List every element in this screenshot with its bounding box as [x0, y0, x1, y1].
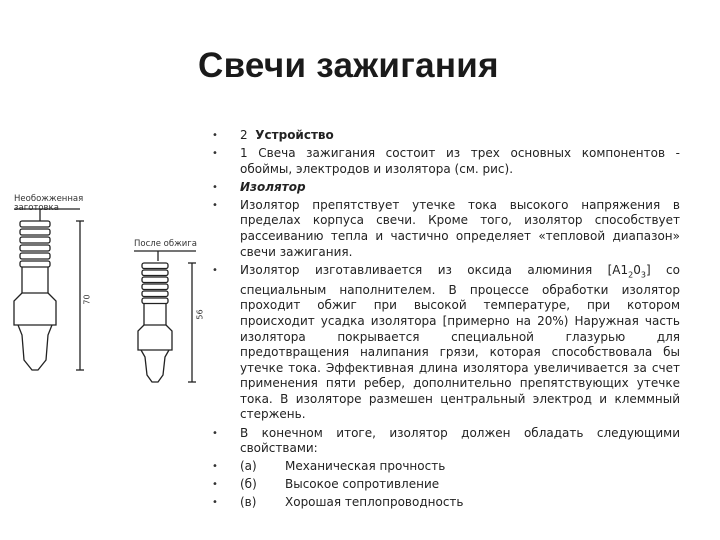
list-item: • Изолятор препятствует утечке тока высокого напряжения в пределах корпуса свечи. Кроме того, изолятор способствует рассеиванию тепла и частично определяет «тепловой диапазон» свечи зажигания. [212, 198, 680, 260]
list-item [212, 180, 680, 196]
list-item: • В конечном итоге, изолятор должен обладать следующими свойствами: [212, 426, 680, 457]
insulator-figure [0, 185, 230, 400]
list-item: • (в) Хорошая теплопроводность [212, 495, 680, 511]
section-heading: Устройство [255, 128, 334, 142]
list-item: • (б) Высокое сопротивление [212, 477, 680, 493]
list-item: • 2 Устройство [212, 128, 680, 144]
list-item: • 1 Свеча зажигания состоит из трех основных компонентов - обоймы, электродов и изолятора (см. рис). [212, 146, 680, 177]
dimension-70: 70 [82, 294, 92, 305]
list-item: • Изолятор изготавливается из оксида алюминия $[A1_20_3]$ со специальным наполнителем. В процессе обработки изолятор проходит обжиг при высокой температуре, при котором происходит усадка изолятора [примерно на 20%) Наружная часть изолятора покрывается специальной глазурью для предотвращения налипания грязи, которая способствовала бы утечке тока. Эффективная длина изолятора увеличивается за счет применения пяти ребер, дополнительно препятствующих утечке тока. В изоляторе размешен центральный электрод и клеммный стержень. [212, 263, 680, 423]
label-after-firing: После обжига [134, 239, 197, 249]
list-item: • (а) Механическая прочность [212, 459, 680, 475]
subsection-heading: Изолятор [240, 179, 306, 194]
page-title: Свечи зажигания [198, 46, 499, 85]
dimension-56: 56 [195, 309, 205, 320]
insulator-drawing [0, 185, 230, 400]
label-unfired-blank: Необожженная заготовка [14, 194, 84, 213]
content-list [212, 128, 680, 514]
